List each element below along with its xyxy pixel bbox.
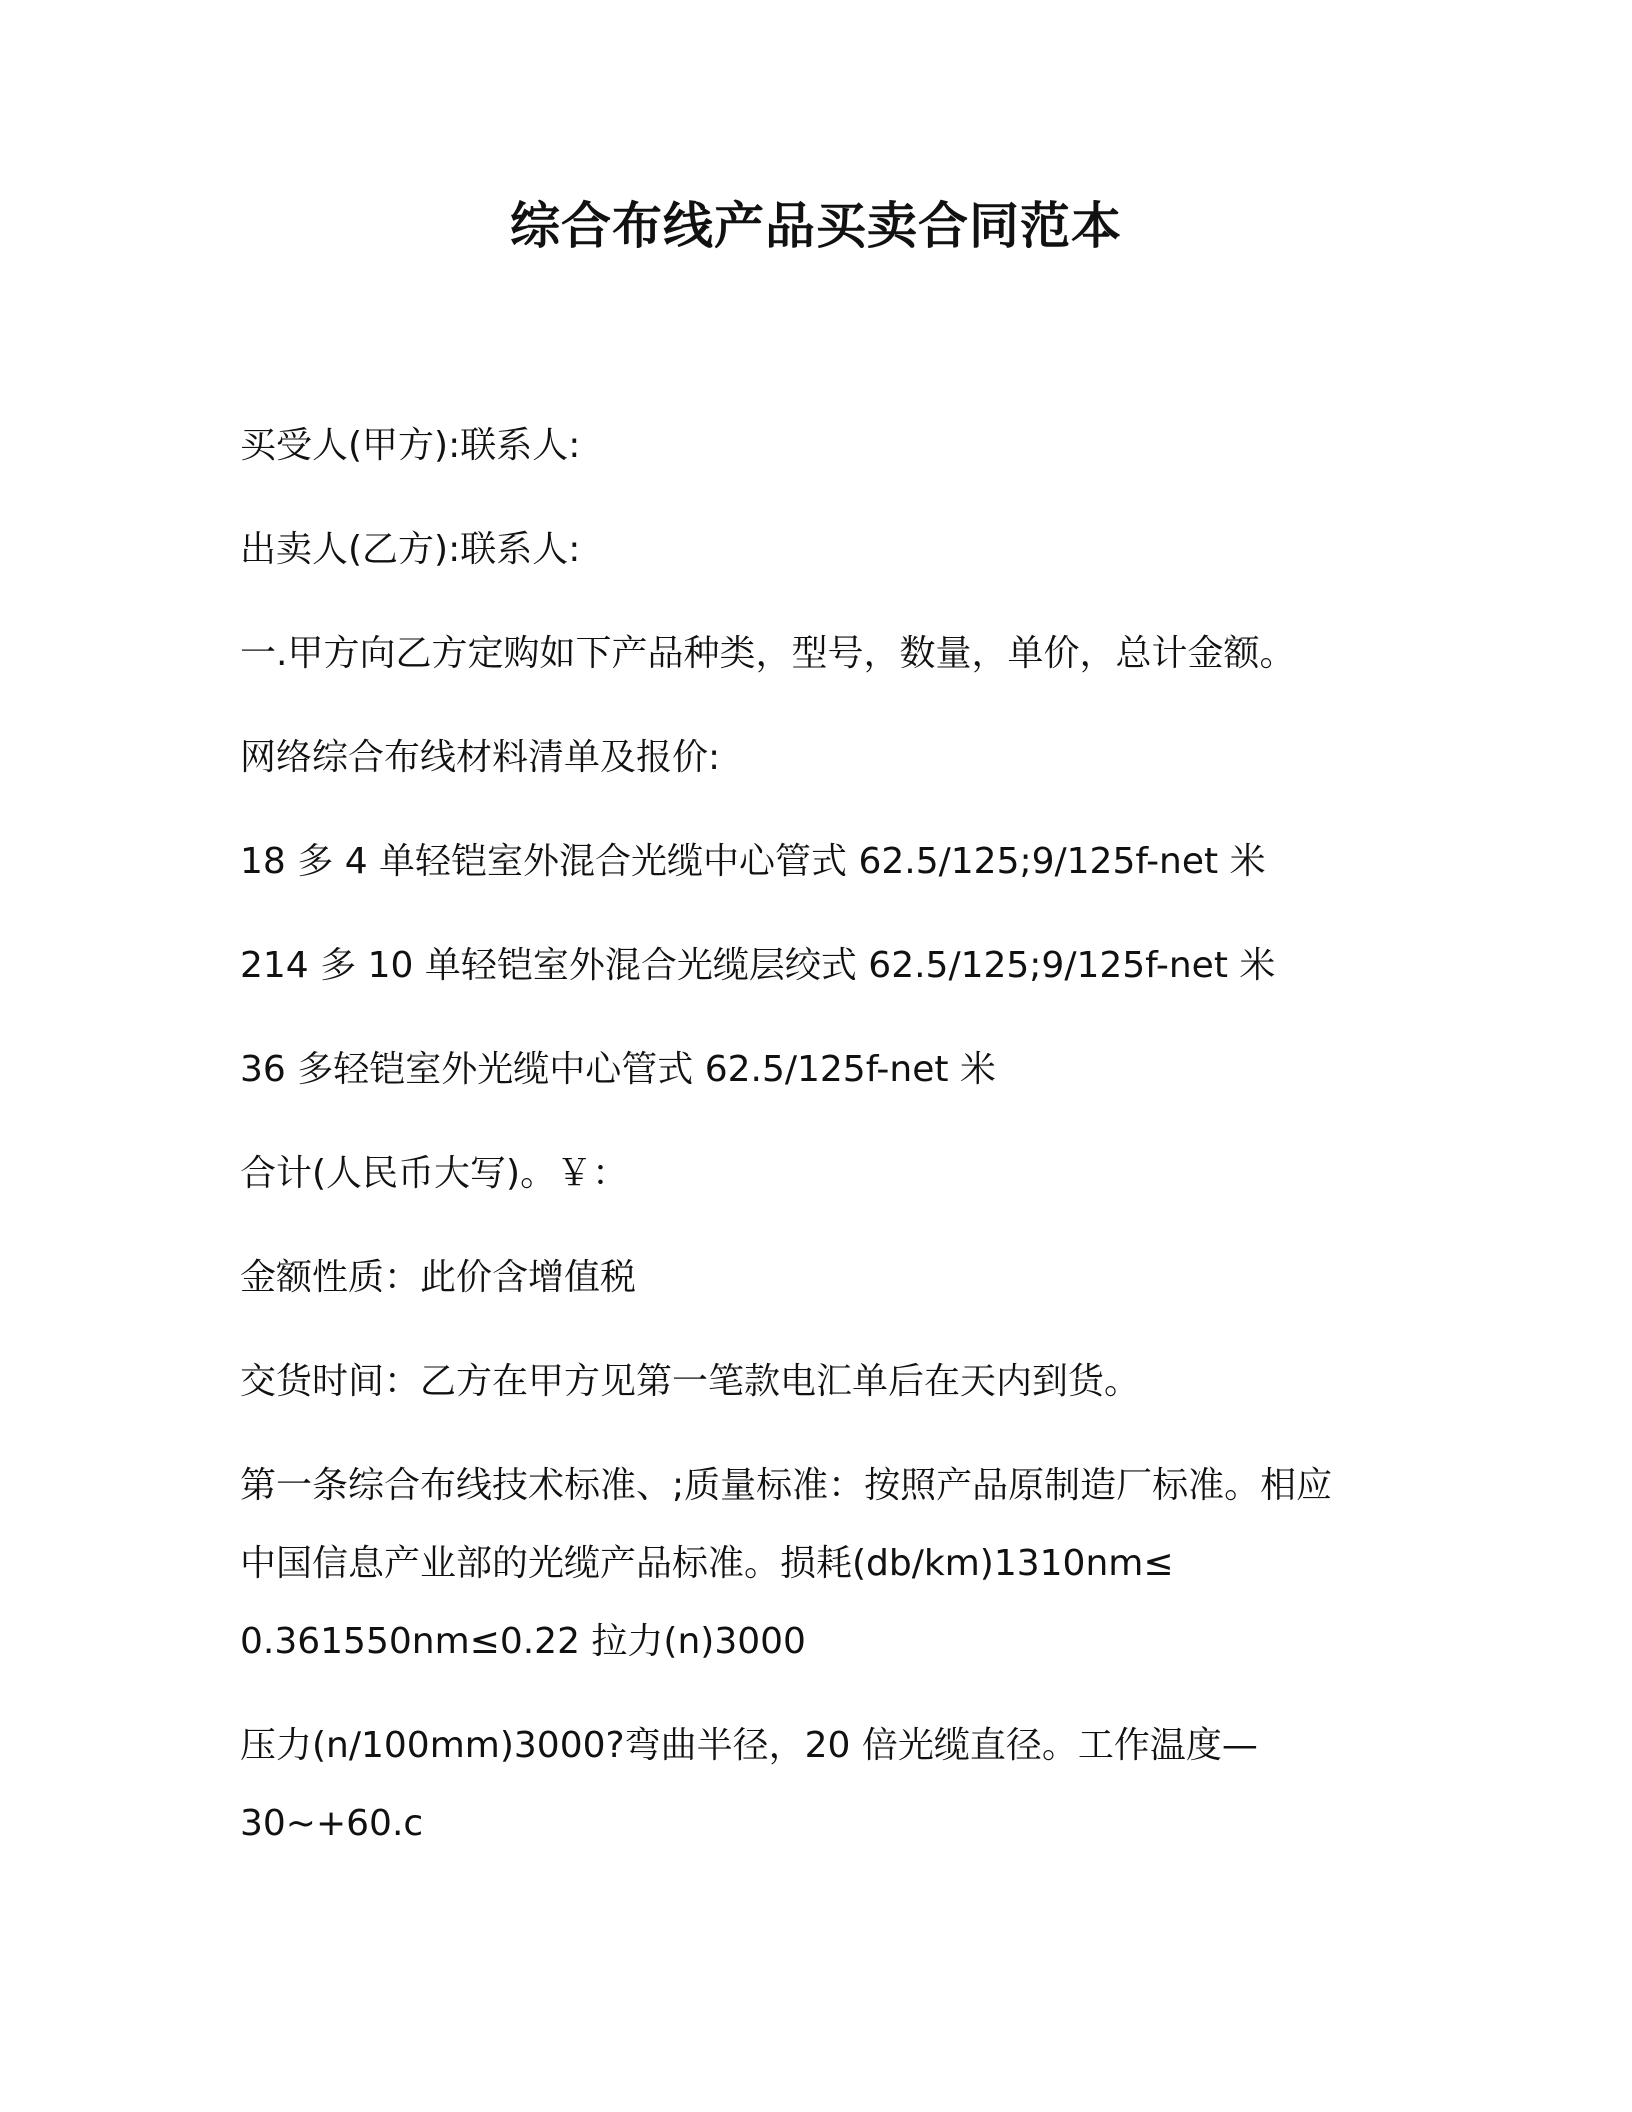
buyer-line: 买受人(甲方):联系人: [240, 425, 581, 466]
materials-heading-line: 网络综合布线材料清单及报价: [240, 737, 721, 778]
seller-line: 出卖人(乙方):联系人: [240, 529, 581, 570]
amount-nature-line: 金额性质：此价含增值税 [240, 1257, 637, 1298]
product-item-line-1: 18 多 4 单轻铠室外混合光缆中心管式 62.5/125;9/125f-net 米 [240, 841, 1266, 882]
product-item-line-2: 214 多 10 单轻铠室外混合光缆层绞式 62.5/125;9/125f-net 米 [240, 945, 1276, 986]
pressure-spec-line-2: 30~+60.c [240, 1803, 424, 1844]
technical-standard-line-3: 0.361550nm≤0.22 拉力(n)3000 [240, 1621, 806, 1662]
order-clause-line: 一.甲方向乙方定购如下产品种类，型号，数量，单价，总计金额。 [240, 633, 1296, 674]
pressure-spec-line-1: 压力(n/100mm)3000?弯曲半径，20 倍光缆直径。工作温度— [240, 1725, 1258, 1766]
delivery-time-line: 交货时间：乙方在甲方见第一笔款电汇单后在天内到货。 [240, 1361, 1141, 1402]
document-title: 综合布线产品买卖合同范本 [510, 197, 1122, 255]
total-line: 合计(人民币大写)。￥： [240, 1153, 629, 1194]
technical-standard-line-2: 中国信息产业部的光缆产品标准。损耗(db/km)1310nm≤ [240, 1543, 1174, 1584]
product-item-line-3: 36 多轻铠室外光缆中心管式 62.5/125f-net 米 [240, 1049, 996, 1090]
technical-standard-line-1: 第一条综合布线技术标准、;质量标准：按照产品原制造厂标准。相应 [240, 1465, 1333, 1506]
